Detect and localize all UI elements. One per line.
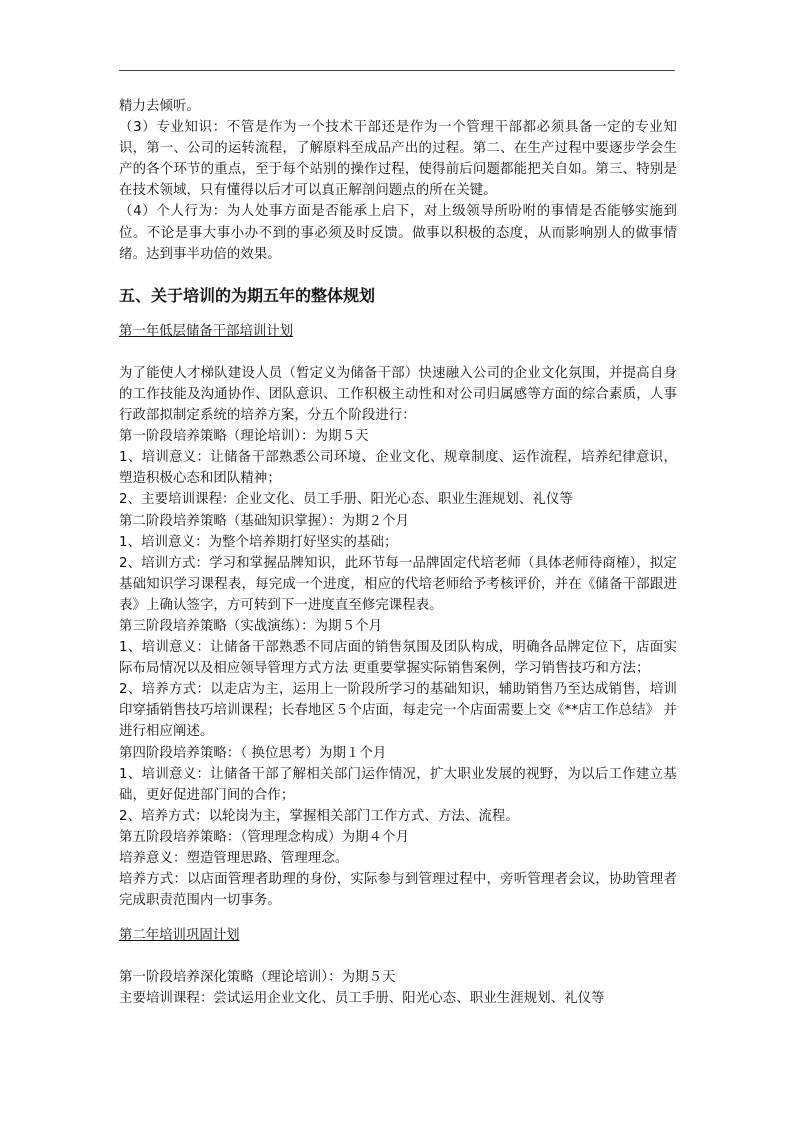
paragraph: 第一阶段培养深化策略（理论培训）：为期５天 — [119, 970, 396, 986]
header-rule — [119, 70, 675, 71]
paragraph: 为了能使人才梯队建设人员（暂定义为储备干部）快速融入公司的企业文化氛围，并提高自身的工作技能及沟通协作、团队意识、工作积极主动性和对公司归属感等方面的综合素质，人事行政部拟制定系统的培养方案，分五个阶段进行： — [119, 365, 677, 424]
paragraph: 培养意义：塑造管理思路、管理理念。 — [119, 851, 349, 866]
paragraph: 1、培训意义：让储备干部熟悉公司环境、企业文化、规章制度、运作流程，培养纪律意识，塑造积极心态和团队精神； — [119, 450, 677, 487]
spacer — [119, 342, 677, 363]
paragraph: 2、培养方式：以轮岗为主，掌握相关部门工作方式、方法、流程。 — [119, 808, 519, 824]
paragraph: 2、培训方式：学习和掌握品牌知识，此环节每一品牌固定代培老师（具体老师待商榷），拟定基础知识学习课程表，每完成一个进度，相应的代培老师给予考核评价，并在《储备干部跟进表》上确认签字，方可转到下一进度直至修完课程表。 — [119, 555, 677, 613]
subsection-title-year2: 第二年培训巩固计划 — [119, 928, 240, 944]
paragraph: 精力去倾听。 — [119, 99, 200, 114]
paragraph: 第三阶段培养策略（实战演练）：为期５个月 — [119, 618, 383, 634]
spacer — [119, 946, 677, 967]
paragraph: 第一阶段培养策略（理论培训）：为期５天 — [119, 429, 369, 445]
paragraph: 第五阶段培养策略：（管理理念构成）为期４个月 — [119, 829, 410, 845]
paragraph-professional-knowledge: （3）专业知识：不管是作为一个技术干部还是作为一个管理干部都必须具备一定的专业知识，第一、公司的运转流程，了解原料至成品产出的过程。第二、在生产过程中要逐步学会生产的各个环节的重点，至于每个站别的操作过程，使得前后问题都能把关自如。第三、特别是在技术领域，只有懂得以后才可以真正解剖问题点的所在关键。 — [119, 120, 677, 199]
paragraph: 2、主要培训课程：企业文化、员工手册、阳光心态、职业生涯规划、礼仪等 — [119, 492, 573, 508]
paragraph: 主要培训课程：尝试运用企业文化、员工手册、阳光心态、职业生涯规划、礼仪等 — [119, 991, 605, 1007]
paragraph: 1、培训意义：为整个培养期打好坚实的基础； — [119, 534, 398, 550]
paragraph: 1、培训意义：让储备干部熟悉不同店面的销售氛围及团队构成，明确各品牌定位下，店面实际布局情况以及相应领导管理方式方法 更重要掌握实际销售案例，学习销售技巧和方法； — [119, 640, 677, 677]
paragraph: 2、培养方式：以走店为主，运用上一阶段所学习的基础知识，辅助销售乃至达成销售，培训印穿插销售技巧培训课程；长春地区５个店面，每走完一个店面需要上交《**店工作总结》 并进行相应阐述。 — [119, 682, 677, 740]
paragraph: 第四阶段培养策略：（ 换位思考）为期１个月 — [119, 745, 387, 761]
paragraph: 培养方式：以店面管理者助理的身份，实际参与到管理过程中，旁听管理者会议，协助管理者完成职责范围内一切事务。 — [119, 872, 677, 909]
paragraph: 1、培训意义：让储备干部了解相关部门运作情况，扩大职业发展的视野，为以后工作建立基础，更好促进部门间的合作； — [119, 766, 677, 803]
section-heading: 五、关于培训的为期五年的整体规划 — [119, 285, 376, 305]
paragraph: 第二阶段培养策略（基础知识掌握）：为期２个月 — [119, 513, 410, 529]
document-body — [119, 96, 677, 1010]
subsection-title-year1: 第一年低层储备干部培训计划 — [119, 323, 294, 339]
paragraph-personal-behavior: （4）个人行为：为人处事方面是否能承上启下，对上级领导所吩咐的事情是否能够实施到位。不论是事大事小办不到的事必须及时反馈。做事以积极的态度，从而影响别人的做事情绪。达到事半功倍的效果。 — [119, 204, 677, 262]
